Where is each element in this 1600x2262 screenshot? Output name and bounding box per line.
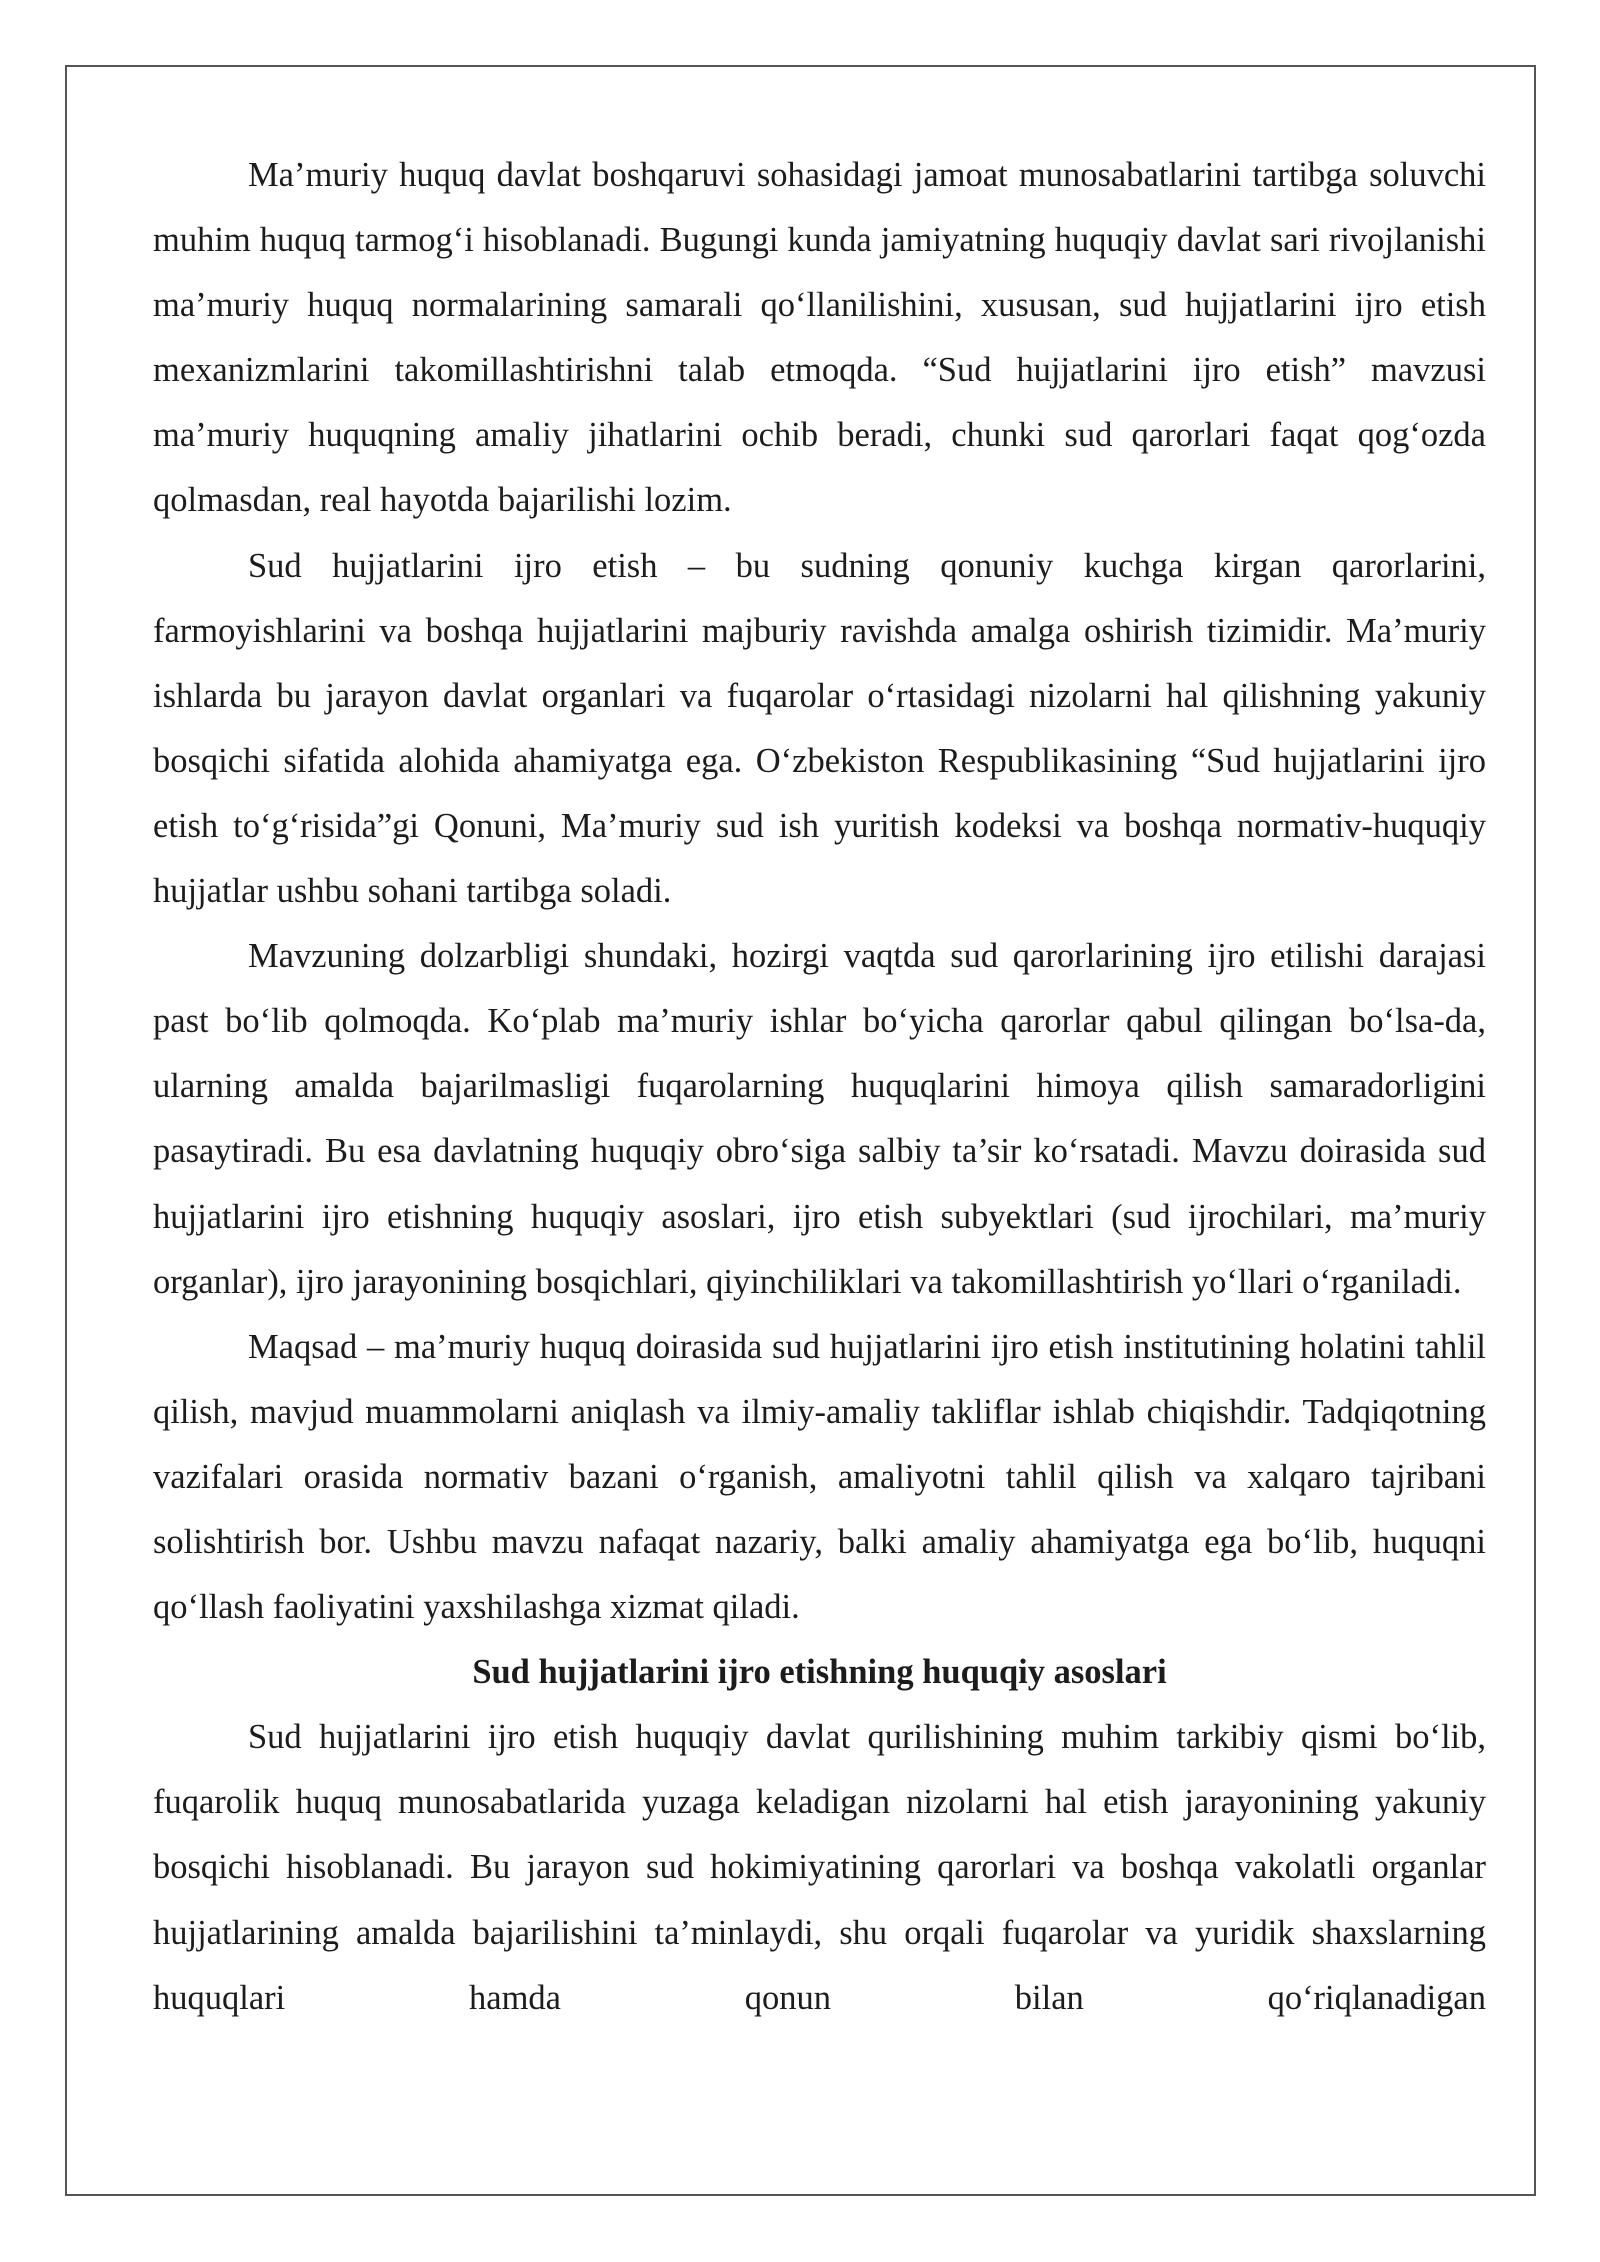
- document-body: [153, 143, 1486, 2031]
- paragraph-legal-basis: Sud hujjatlarini ijro etish huquqiy davlat qurilishining muhim tarkibiy qismi bo‘lib, fuqarolik huquq munosabatlarida yuzaga keladigan nizolarni hal etish jarayonining yakuniy bosqichi hisoblanadi. Bu jarayon sud hokimiyatining qarorlari va boshqa vakolatli organlar hujjatlarining amalda bajarilishini ta’minlaydi, shu orqali fuqarolar va yuridik shaxslarning huquqlari hamda qonun bilan qo‘riqlanadigan: [153, 1718, 1486, 2017]
- paragraph-relevance: Mavzuning dolzarbligi shundaki, hozirgi vaqtda sud qarorlarining ijro etilishi darajasi past bo‘lib qolmoqda. Ko‘plab ma’muriy ishlar bo‘yicha qarorlar qabul qilingan bo‘lsa-da, ularning amalda bajarilmasligi fuqarolarning huquqlarini himoya qilish samaradorligini pasaytiradi. Bu esa davlatning huquqiy obro‘siga salbiy ta’sir ko‘rsatadi. Mavzu doirasida sud hujjatlarini ijro etishning huquqiy asoslari, ijro etish subyektlari (sud ijrochilari, ma’muriy organlar), ijro jarayonining bosqichlari, qiyinchiliklari va takomillashtirish yo‘llari o‘rganiladi.: [153, 937, 1486, 1301]
- paragraph-goal: Maqsad – ma’muriy huquq doirasida sud hujjatlarini ijro etish institutining holatini tahlil qilish, mavjud muammolarni aniqlash va ilmiy-amaliy takliflar ishlab chiqishdir. Tadqiqotning vazifalari orasida normativ bazani o‘rganish, amaliyotni tahlil qilish va xalqaro tajribani solishtirish bor. Ushbu mavzu nafaqat nazariy, balki amaliy ahamiyatga ega bo‘lib, huquqni qo‘llash faoliyatini yaxshilashga xizmat qiladi.: [153, 1327, 1486, 1627]
- paragraph-intro: Ma’muriy huquq davlat boshqaruvi sohasidagi jamoat munosabatlarini tartibga soluvchi muhim huquq tarmog‘i hisoblanadi. Bugungi kunda jamiyatning huquqiy davlat sari rivojlanishi ma’muriy huquq normalarining samarali qo‘llanilishini, xususan, sud hujjatlarini ijro etish mexanizmlarini takomillashtirishni talab etmoqda. “Sud hujjatlarini ijro etish” mavzusi ma’muriy huquqning amaliy jihatlarini ochib beradi, chunki sud qarorlari faqat qog‘ozda qolmasdan, real hayotda bajarilishi lozim.: [153, 156, 1486, 520]
- section-heading: Sud hujjatlarini ijro etishning huquqiy asoslari: [472, 1653, 1167, 1692]
- paragraph-definition: Sud hujjatlarini ijro etish – bu sudning qonuniy kuchga kirgan qarorlarini, farmoyishlarini va boshqa hujjatlarini majburiy ravishda amalga oshirish tizimidir. Ma’muriy ishlarda bu jarayon davlat organlari va fuqarolar o‘rtasidagi nizolarni hal qilishning yakuniy bosqichi sifatida alohida ahamiyatga ega. O‘zbekiston Respublikasining “Sud hujjatlarini ijro etish to‘g‘risida”gi Qonuni, Ma’muriy sud ish yuritish kodeksi va boshqa normativ-huquqiy hujjatlar ushbu sohani tartibga soladi.: [153, 546, 1486, 911]
